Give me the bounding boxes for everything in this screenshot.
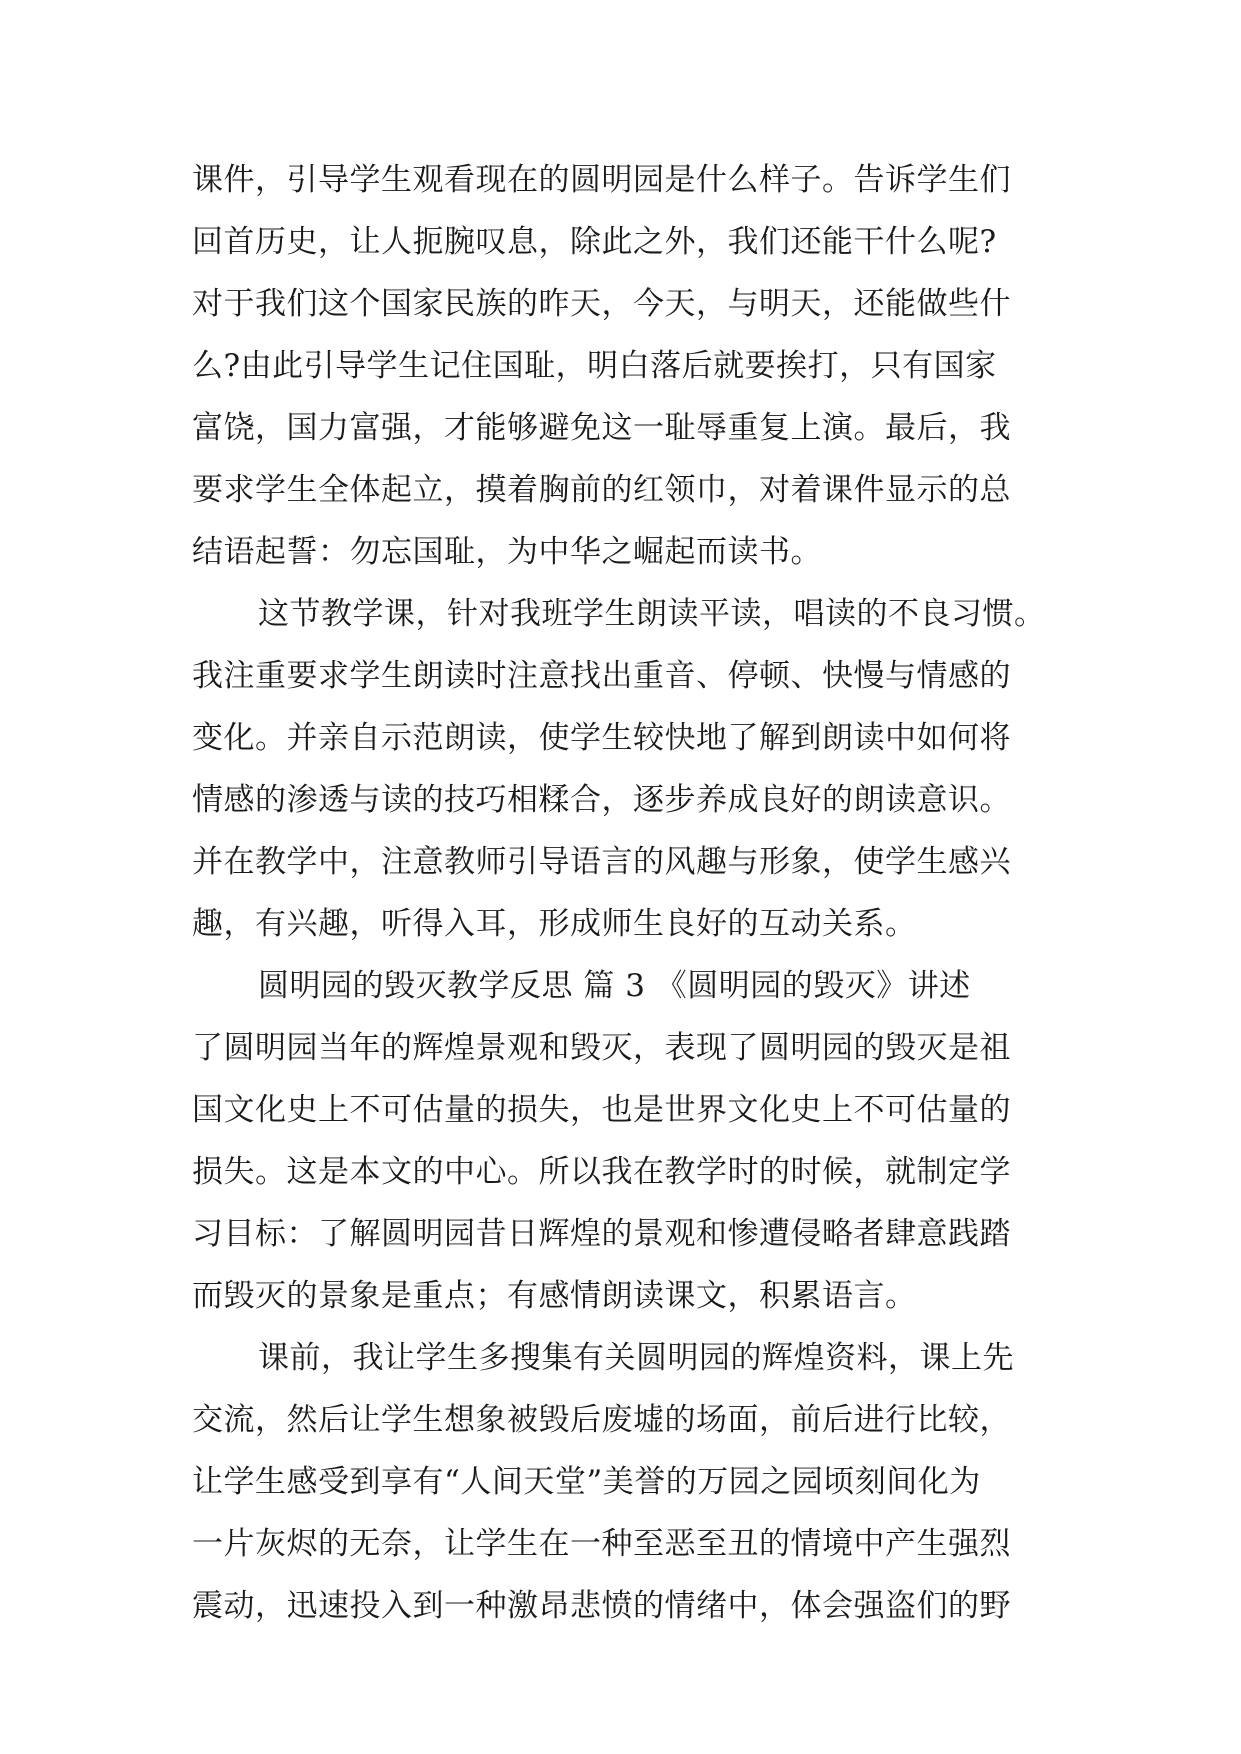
text-line: 震动，迅速投入到一种激昂悲愤的情绪中，体会强盗们的野 xyxy=(192,1588,1011,1624)
text-line: 结语起誓：勿忘国耻，为中华之崛起而读书。 xyxy=(192,534,822,570)
text-line: 么?由此引导学生记住国耻，明白落后就要挨打，只有国家 xyxy=(192,348,997,384)
section-heading-line: 圆明园的毁灭教学反思 篇 3 《圆明园的毁灭》讲述 xyxy=(258,968,971,1004)
paragraph-start-line: 这节教学课，针对我班学生朗读平读，唱读的不良习惯。 xyxy=(258,596,1046,632)
paragraph-start-line: 课前，我让学生多搜集有关圆明园的辉煌资料，课上先 xyxy=(258,1340,1014,1376)
text-line: 一片灰烬的无奈，让学生在一种至恶至丑的情境中产生强烈 xyxy=(192,1526,1011,1562)
text-line: 要求学生全体起立，摸着胸前的红领巾，对着课件显示的总 xyxy=(192,472,1011,508)
text-line: 国文化史上不可估量的损失，也是世界文化史上不可估量的 xyxy=(192,1092,1011,1128)
text-line: 而毁灭的景象是重点；有感情朗读课文，积累语言。 xyxy=(192,1278,917,1314)
text-line: 富饶，国力富强，才能够避免这一耻辱重复上演。最后，我 xyxy=(192,410,1011,446)
text-line: 对于我们这个国家民族的昨天，今天，与明天，还能做些什 xyxy=(192,286,1011,322)
text-line: 交流，然后让学生想象被毁后废墟的场面，前后进行比较， xyxy=(192,1402,1011,1438)
text-line: 损失。这是本文的中心。所以我在教学时的时候，就制定学 xyxy=(192,1154,1011,1190)
text-line: 趣，有兴趣，听得入耳，形成师生良好的互动关系。 xyxy=(192,906,917,942)
text-line: 我注重要求学生朗读时注意找出重音、停顿、快慢与情感的 xyxy=(192,658,1011,694)
text-line: 了圆明园当年的辉煌景观和毁灭，表现了圆明园的毁灭是祖 xyxy=(192,1030,1011,1066)
text-line: 情感的渗透与读的技巧相糅合，逐步养成良好的朗读意识。 xyxy=(192,782,1011,818)
text-line: 课件，引导学生观看现在的圆明园是什么样子。告诉学生们 xyxy=(192,162,1011,198)
text-line: 习目标：了解圆明园昔日辉煌的景观和惨遭侵略者肆意践踏 xyxy=(192,1216,1011,1252)
text-line: 变化。并亲自示范朗读，使学生较快地了解到朗读中如何将 xyxy=(192,720,1011,756)
text-line: 并在教学中，注意教师引导语言的风趣与形象，使学生感兴 xyxy=(192,844,1011,880)
text-line: 回首历史，让人扼腕叹息，除此之外，我们还能干什么呢? xyxy=(192,224,997,260)
text-line: 让学生感受到享有“人间天堂”美誉的万园之园顷刻间化为 xyxy=(192,1464,981,1500)
